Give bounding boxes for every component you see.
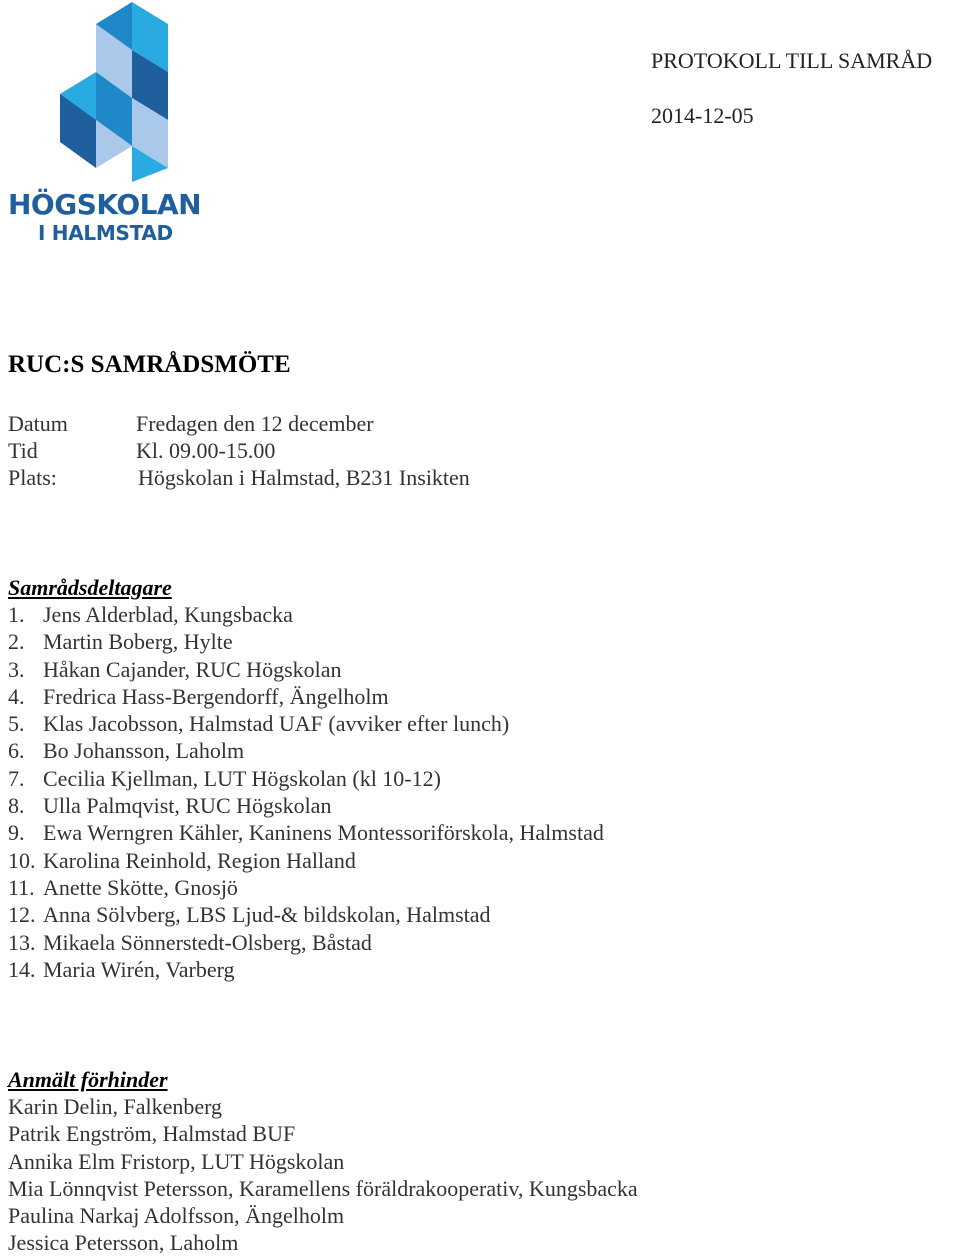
- item-text: Mikaela Sönnerstedt-Olsberg, Båstad: [43, 929, 372, 955]
- item-text: Martin Boberg, Hylte: [43, 629, 233, 655]
- list-item: [8, 765, 604, 792]
- time-label: Tid: [8, 438, 38, 463]
- document-date: 2014-12-05: [651, 103, 754, 128]
- list-item: Paulina Narkaj Adolfsson, Ängelholm: [8, 1203, 345, 1229]
- list-item: Jessica Petersson, Laholm: [8, 1230, 239, 1256]
- date-value: Fredagen den 12 december: [136, 411, 374, 436]
- list-item: [8, 710, 604, 737]
- document-type: PROTOKOLL TILL SAMRÅD: [651, 48, 933, 73]
- item-text: Håkan Cajander, RUC Högskolan: [43, 656, 342, 682]
- item-number: 12.: [8, 902, 36, 928]
- list-item: [8, 792, 604, 819]
- item-text: Maria Wirén, Varberg: [43, 956, 235, 982]
- item-number: 1.: [8, 602, 25, 627]
- list-item: [8, 628, 604, 655]
- item-text: Ewa Werngren Kähler, Kaninens Montessoriförskola, Halmstad: [43, 820, 604, 846]
- item-text: Fredrica Hass-Bergendorff, Ängelholm: [43, 683, 389, 709]
- list-item: [8, 901, 604, 928]
- item-number: 5.: [8, 711, 25, 737]
- logo-text-line1: HÖGSKOLAN: [8, 188, 202, 221]
- participants-heading: Samrådsdeltagare: [8, 575, 172, 600]
- university-logo: [4, 2, 202, 245]
- time-value: Kl. 09.00-15.00: [136, 438, 276, 463]
- list-item: Karin Delin, Falkenberg: [8, 1094, 223, 1119]
- item-text: Anette Skötte, Gnosjö: [43, 874, 238, 900]
- place-value: Högskolan i Halmstad, B231 Insikten: [138, 465, 470, 490]
- item-number: 10.: [8, 847, 36, 873]
- list-item: [8, 956, 604, 983]
- item-text: Jens Alderblad, Kungsbacka: [43, 602, 293, 627]
- absent-section: [8, 1066, 638, 1257]
- absent-list: [8, 1093, 638, 1257]
- item-number: 2.: [8, 629, 25, 655]
- page-title: RUC:S SAMRÅDSMÖTE: [8, 351, 291, 378]
- item-text: Bo Johansson, Laholm: [43, 738, 245, 764]
- item-text: Cecilia Kjellman, LUT Högskolan (kl 10-12): [43, 765, 441, 791]
- list-item: [8, 929, 604, 956]
- item-text: Ulla Palmqvist, RUC Högskolan: [43, 793, 332, 819]
- item-number: 8.: [8, 793, 25, 819]
- item-number: 11.: [8, 874, 35, 900]
- item-number: 14.: [8, 956, 36, 982]
- item-text: Anna Sölvberg, LBS Ljud-& bildskolan, Halmstad: [43, 902, 491, 928]
- item-number: 6.: [8, 738, 25, 764]
- item-number: 7.: [8, 765, 25, 791]
- participants-list: [8, 601, 604, 983]
- item-number: 9.: [8, 820, 25, 846]
- item-text: Karolina Reinhold, Region Halland: [43, 847, 356, 873]
- list-item: [8, 683, 604, 710]
- item-number: 3.: [8, 656, 25, 682]
- participants-section: [8, 574, 604, 983]
- absent-heading: Anmält förhinder: [8, 1067, 168, 1092]
- list-item: [8, 847, 604, 874]
- list-item: Annika Elm Fristorp, LUT Högskolan: [8, 1148, 345, 1174]
- item-text: Klas Jacobsson, Halmstad UAF (avviker efter lunch): [43, 711, 510, 737]
- date-label: Datum: [8, 411, 68, 436]
- list-item: [8, 737, 604, 764]
- list-item: [8, 601, 604, 628]
- list-item: [8, 874, 604, 901]
- item-number: 4.: [8, 683, 25, 709]
- place-label: Plats:: [8, 465, 57, 490]
- logo-text-line2: I HALMSTAD: [38, 221, 173, 245]
- list-item: Patrik Engström, Halmstad BUF: [8, 1121, 296, 1147]
- list-item: Mia Lönnqvist Petersson, Karamellens föräldrakooperativ, Kungsbacka: [8, 1175, 638, 1201]
- logo-mark-icon: [32, 2, 172, 182]
- item-number: 13.: [8, 929, 36, 955]
- list-item: [8, 819, 604, 846]
- list-item: [8, 656, 604, 683]
